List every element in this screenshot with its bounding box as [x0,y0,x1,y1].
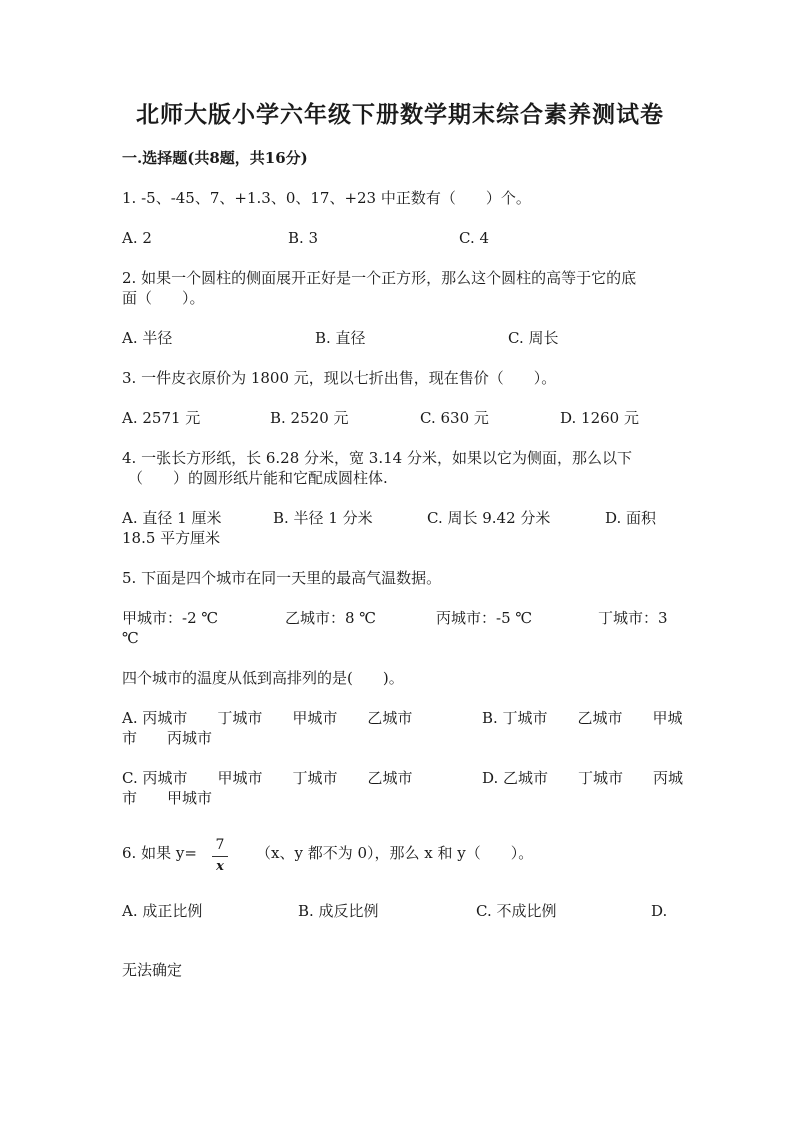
question-5-option-c: C. 丙城市 甲城市 丁城市 乙城市 [122,769,413,787]
question-6-option-d-continued: 无法确定 [122,961,183,979]
question-1-option-c: C. 4 [459,229,490,247]
question-1-option-a: A. 2 [122,229,152,247]
question-1-option-b: B. 3 [288,229,319,247]
question-6-option-d: D. [651,902,668,920]
question-6-option-a: A. 成正比例 [122,902,203,920]
city-d-temperature-unit: ℃ [122,629,139,647]
question-6-option-b: B. 成反比例 [298,902,379,920]
question-4-option-a: A. 直径 1 厘米 [122,509,222,527]
question-5-option-b: B. 丁城市 乙城市 甲城 [482,709,683,727]
question-3-option-d: D. 1260 元 [560,409,639,427]
city-b-temperature: 乙城市：8 ℃ [285,609,377,627]
fraction-denominator: x [216,859,224,874]
question-2-option-a: A. 半径 [122,329,173,347]
question-6-stem-end: （x、y 都不为 0），那么 x 和 y（ ）。 [256,844,534,862]
question-3-option-b: B. 2520 元 [270,409,349,427]
question-2-stem-line2: 面（ ）。 [122,289,205,307]
page-title: 北师大版小学六年级下册数学期末综合素养测试卷 [136,101,664,128]
question-6-option-c: C. 不成比例 [476,902,557,920]
question-4-option-c: C. 周长 9.42 分米 [427,509,551,527]
fraction-bar [212,856,228,857]
question-2-option-b: B. 直径 [315,329,366,347]
fraction-seven-over-x [210,836,230,875]
question-4-option-b: B. 半径 1 分米 [273,509,373,527]
question-3-option-c: C. 630 元 [420,409,489,427]
question-4-stem-line1: 4. 一张长方形纸，长 6.28 分米，宽 3.14 分米，如果以它为侧面，那么以下 [122,449,632,467]
question-5-ask: 四个城市的温度从低到高排列的是( )。 [122,669,404,687]
question-5-option-d-continued: 市 甲城市 [122,789,213,807]
question-1-stem: 1. -5、-45、7、+1.3、0、17、+23 中正数有（ ）个。 [122,189,531,207]
question-4-stem-line2: （ ）的圆形纸片能和它配成圆柱体. [128,469,388,487]
question-5-option-a: A. 丙城市 丁城市 甲城市 乙城市 [122,709,413,727]
city-a-temperature: 甲城市：-2 ℃ [122,609,219,627]
question-6-stem-start: 6. 如果 y= [122,844,197,862]
section-heading: 一.选择题(共8题，共16分) [122,149,308,167]
city-d-temperature: 丁城市：3 [598,609,668,627]
question-3-stem: 3. 一件皮衣原价为 1800 元，现以七折出售，现在售价（ ）。 [122,369,557,387]
question-5-option-d: D. 乙城市 丁城市 丙城 [482,769,684,787]
question-5-option-b-continued: 市 丙城市 [122,729,213,747]
question-5-stem: 5. 下面是四个城市在同一天里的最高气温数据。 [122,569,442,587]
question-2-option-c: C. 周长 [508,329,559,347]
fraction-numerator: 7 [215,837,225,853]
city-c-temperature: 丙城市：-5 ℃ [436,609,533,627]
question-2-stem-line1: 2. 如果一个圆柱的侧面展开正好是一个正方形，那么这个圆柱的高等于它的底 [122,269,637,287]
question-3-option-a: A. 2571 元 [122,409,201,427]
question-4-option-d-continued: 18.5 平方厘米 [122,529,221,547]
question-4-option-d: D. 面积 [605,509,657,527]
